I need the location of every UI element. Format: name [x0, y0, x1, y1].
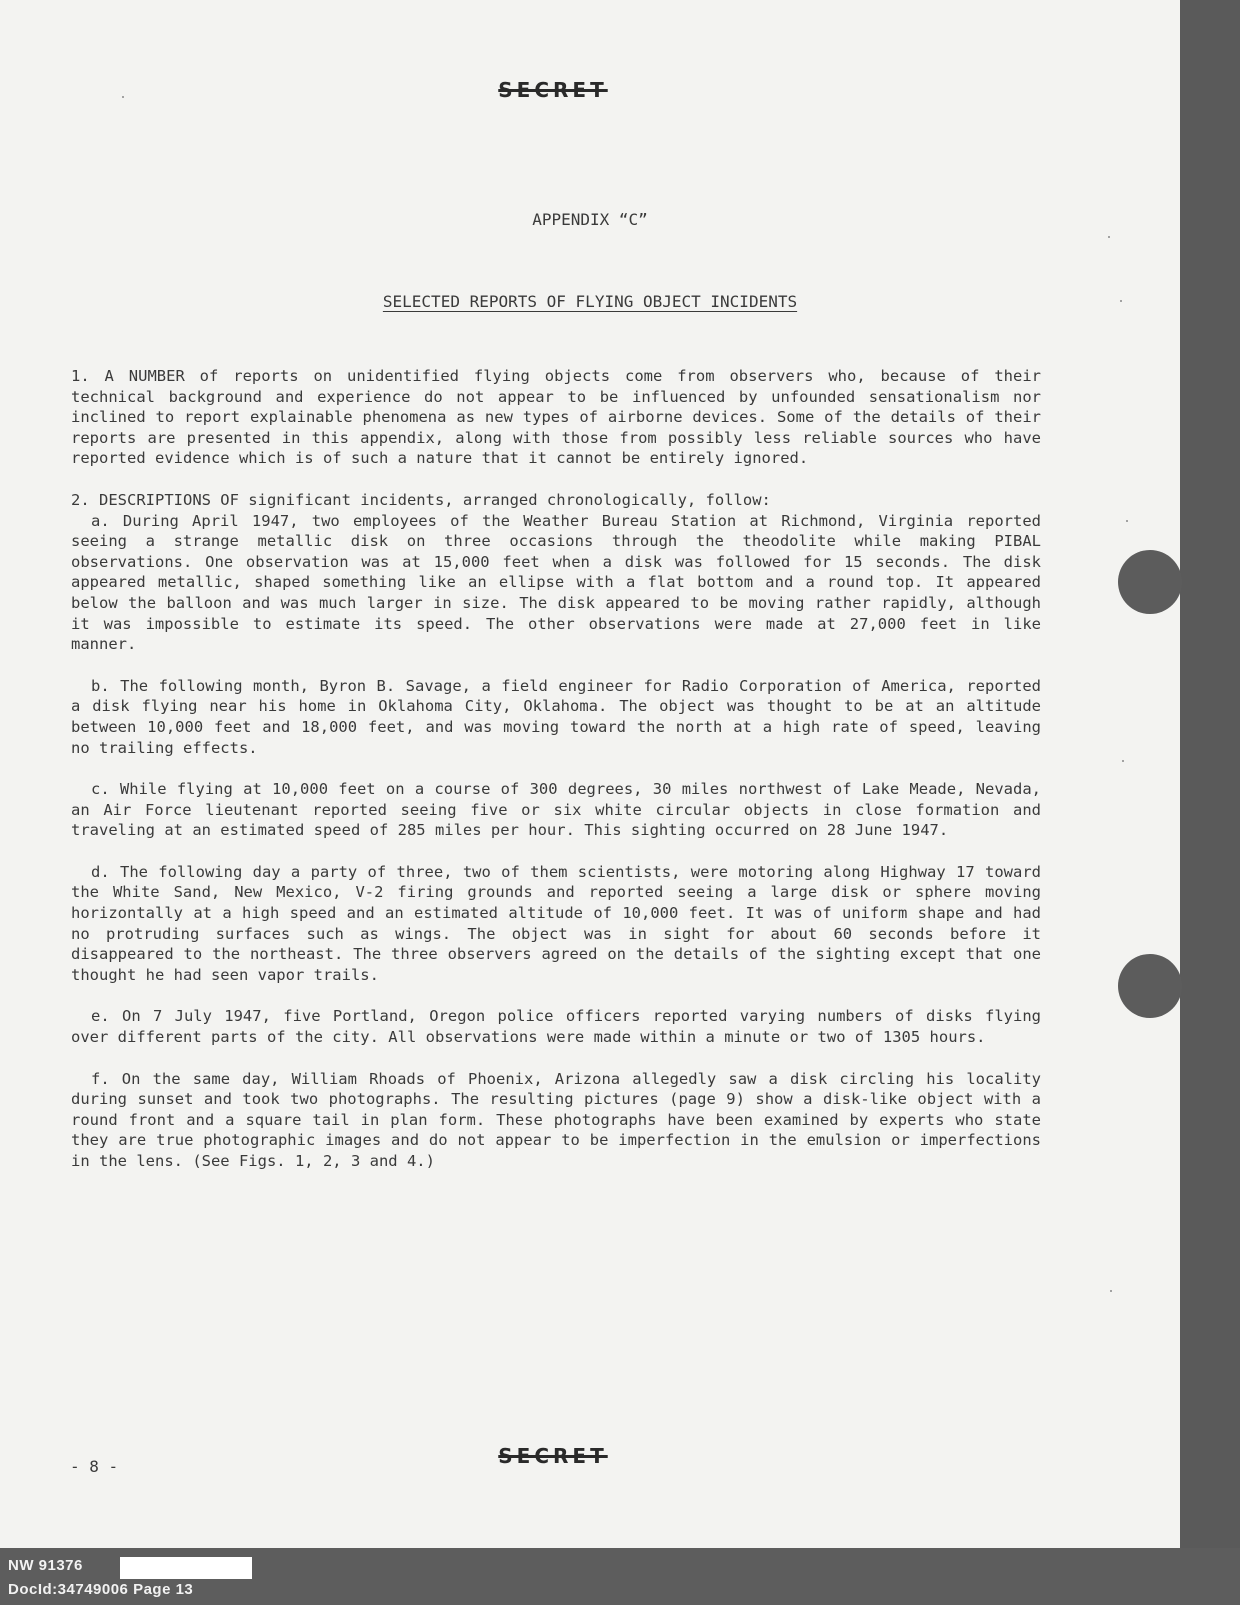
classification-marking-top: SECRET — [498, 78, 608, 102]
scan-speck — [1126, 520, 1128, 522]
scan-speck — [1110, 1290, 1112, 1292]
incident-e: e. On 7 July 1947, five Portland, Oregon police officers reported varying numbers of disks flying over different parts of the city. All observations were made within a minute or two of 1305 hours. — [71, 1007, 1041, 1047]
document-title — [0, 292, 1180, 311]
classification-marking-bottom: SECRET — [498, 1444, 608, 1468]
punch-hole-upper — [1118, 550, 1182, 614]
archive-nw-number: NW 91376 — [8, 1557, 83, 1574]
scan-speck — [122, 96, 124, 98]
scan-speck — [1122, 760, 1124, 762]
scan-speck — [1120, 300, 1122, 302]
incident-f: f. On the same day, William Rhoads of Phoenix, Arizona allegedly saw a disk circling his locality during sunset and took two photographs. The resulting pictures (page 9) show a disk-like object with a round front and a square tail in plan form. These photographs have been examined by experts who state they are true photographic images and do not appear to be imperfection in the emulsion or imperfections in the lens. (See Figs. 1, 2, 3 and 4.) — [71, 1069, 1041, 1170]
incident-a: a. During April 1947, two employees of the Weather Bureau Station at Richmond, Virginia reported seeing a strange metallic disk on three occasions through the theodolite while making PIBAL observations. One observation was at 15,000 feet when a disk was followed for 15 seconds. The disk appeared metallic, shaped something like an ellipse with a flat bottom and a round top. It appeared below the balloon and was much larger in size. The disk appeared to be moving rather rapidly, although it was impossible to estimate its speed. The other observations were made at 27,000 feet in like manner. — [71, 511, 1041, 654]
scan-speck — [1108, 236, 1110, 238]
body-text — [71, 366, 1041, 1193]
paragraph-2: 2. DESCRIPTIONS OF significant incidents, arranged chronologically, follow: — [71, 490, 771, 509]
page-number: - 8 - — [70, 1457, 119, 1476]
redaction-box — [120, 1557, 252, 1579]
incident-b: b. The following month, Byron B. Savage, a field engineer for Radio Corporation of America, reported a disk flying near his home in Oklahoma City, Oklahoma. The object was thought to be at an altitude between 10,000 feet and 18,000 feet, and was moving toward the north at a high rate of speed, leaving no trailing effects. — [71, 676, 1041, 757]
scan-background-right — [1180, 0, 1240, 1605]
appendix-label: APPENDIX “C” — [532, 210, 648, 229]
incident-c: c. While flying at 10,000 feet on a course of 300 degrees, 30 miles northwest of Lake Meade, Nevada, an Air Force lieutenant reported seeing five or six white circular objects in close formation and traveling at an estimated speed of 285 miles per hour. This sighting occurred on 28 June 1947. — [71, 780, 1041, 840]
document-title-text: SELECTED REPORTS OF FLYING OBJECT INCIDENTS — [382, 292, 798, 311]
punch-hole-lower — [1118, 954, 1182, 1018]
paragraph-1: 1. A NUMBER of reports on unidentified flying objects come from observers who, because of their technical background and experience do not appear to be influenced by unfounded sensationalism nor inclined to report explainable phenomena as new types of airborne devices. Some of the details of their reports are presented in this appendix, along with those from possibly less reliable sources who have reported evidence which is of such a nature that it cannot be entirely ignored. — [71, 367, 1041, 468]
incident-d: d. The following day a party of three, two of them scientists, were motoring along Highway 17 toward the White Sand, New Mexico, V-2 firing grounds and reported seeing a large disk or sphere moving horizontally at a high speed and an estimated altitude of 10,000 feet. It was of uniform shape and had no protruding surfaces such as wings. The object was in sight for about 60 seconds before it disappeared to the northeast. The three observers agreed on the details of the sighting except that one thought he had seen vapor trails. — [71, 862, 1041, 984]
archive-docid: DocId:34749006 Page 13 — [8, 1581, 194, 1598]
